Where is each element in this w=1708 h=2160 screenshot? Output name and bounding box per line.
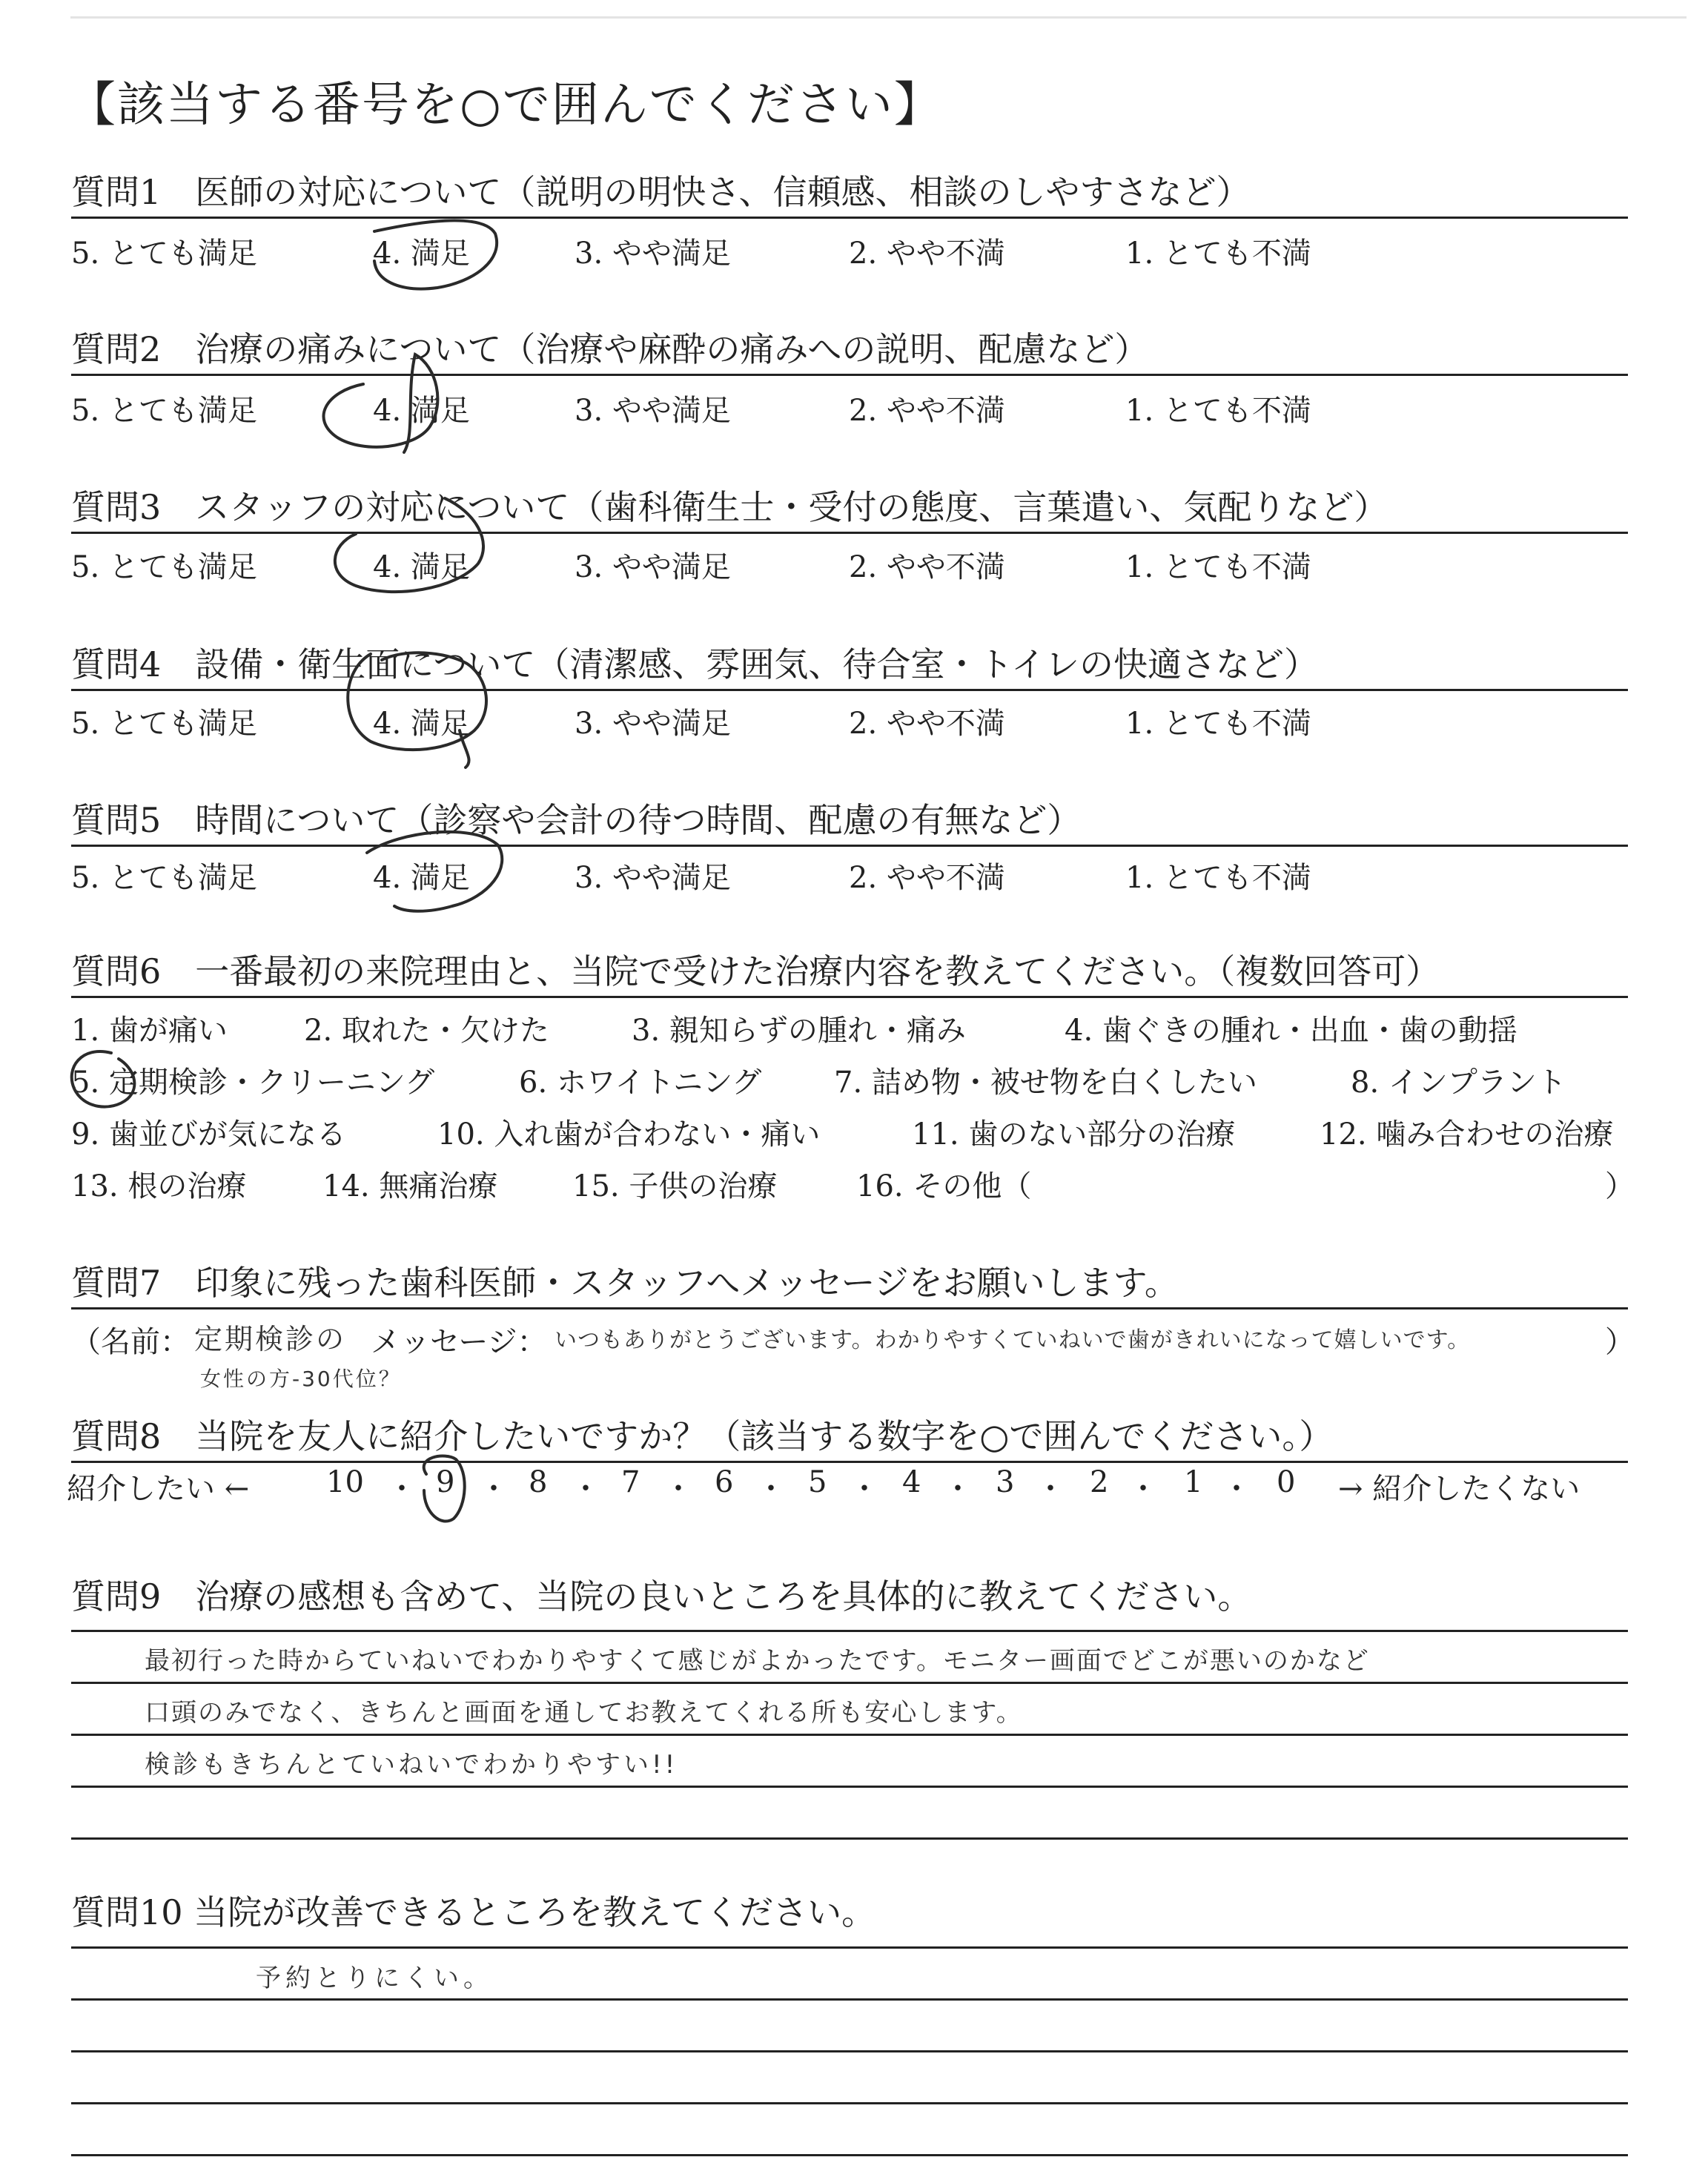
page-title: 【該当する番号を○で囲んでください】: [68, 78, 943, 133]
answer-rule: [71, 2050, 1628, 2052]
question-6-text: 質問6 一番最初の来院理由と、当院で受けた治療内容を教えてください。（複数回答可）: [71, 951, 1440, 991]
q8-separator: ・: [943, 1472, 973, 1506]
answer-rule: [71, 1837, 1628, 1840]
q8-separator: ・: [756, 1472, 786, 1506]
q5-option-2[interactable]: 2. やや不満: [849, 861, 1005, 895]
answer-rule: [71, 2102, 1628, 2104]
question-1-header: [71, 159, 1628, 219]
q6-option-13[interactable]: 13. 根の治療: [71, 1169, 247, 1203]
q8-scale-7[interactable]: 7: [621, 1465, 640, 1499]
q4-option-1[interactable]: 1. とても不満: [1125, 707, 1311, 741]
answer-rule: [71, 2154, 1628, 2156]
question-4-header: [71, 632, 1628, 691]
q6-option-15[interactable]: 15. 子供の治療: [572, 1169, 778, 1203]
answer-rule: [71, 1630, 1628, 1632]
question-5-header: [71, 787, 1628, 847]
q8-separator: ・: [1036, 1472, 1065, 1506]
q1-option-4[interactable]: 4. 満足: [373, 237, 470, 271]
q7-name-note: 女性の方-30代位？: [200, 1367, 402, 1391]
q7-message-label: メッセージ：: [371, 1325, 547, 1359]
question-5-text: 質問5 時間について（診察や会計の待つ時間、配慮の有無など）: [71, 800, 1082, 840]
question-3-header: [71, 475, 1628, 534]
q8-scale-10[interactable]: 10: [326, 1465, 364, 1499]
question-10-text: 質問10 当院が改善できるところを教えてください。: [71, 1892, 876, 1932]
question-6-rule: [71, 996, 1628, 998]
q6-option-5[interactable]: 5. 定期検診・クリーニング: [71, 1066, 435, 1100]
q6-option-4[interactable]: 4. 歯ぐきの腫れ・出血・歯の動揺: [1065, 1014, 1517, 1048]
q4-option-5[interactable]: 5. とても満足: [71, 707, 257, 741]
q5-option-4[interactable]: 4. 満足: [373, 861, 470, 895]
q6-option-16[interactable]: 16. その他（: [856, 1169, 1032, 1203]
answer-rule: [71, 1734, 1628, 1736]
q8-left-label: 紹介したい ←: [67, 1472, 250, 1506]
q9-answer-line-2[interactable]: 口頭のみでなく、きちんと画面を通してお教えてくれる所も安心します。: [145, 1698, 1023, 1728]
q6-option-9[interactable]: 9. 歯並びが気になる: [71, 1117, 346, 1152]
q8-scale-9[interactable]: 9: [436, 1465, 455, 1499]
q6-option-8[interactable]: 8. インプラント: [1351, 1066, 1566, 1100]
q6-option-6[interactable]: 6. ホワイトニング: [519, 1066, 762, 1100]
question-2-text: 質問2 治療の痛みについて（治療や麻酔の痛みへの説明、配慮など）: [71, 329, 1149, 369]
answer-rule: [71, 1998, 1628, 2001]
q5-option-1[interactable]: 1. とても不満: [1125, 861, 1311, 895]
question-9-text: 質問9 治療の感想も含めて、当院の良いところを具体的に教えてください。: [71, 1576, 1252, 1616]
q1-option-1[interactable]: 1. とても不満: [1125, 237, 1311, 271]
q7-name-handwriting[interactable]: 定期検診の: [194, 1323, 347, 1355]
q9-answer-line-3[interactable]: 検診もきちんとていねいでわかりやすい!!: [145, 1750, 678, 1780]
q3-option-1[interactable]: 1. とても不満: [1125, 550, 1311, 584]
q8-scale-2[interactable]: 2: [1090, 1465, 1109, 1499]
q6-option-7[interactable]: 7. 詰め物・被せ物を白くしたい: [834, 1066, 1257, 1100]
q8-separator: ・: [387, 1472, 417, 1506]
q8-separator: ・: [663, 1472, 693, 1506]
q8-scale-3[interactable]: 3: [996, 1465, 1015, 1499]
q8-scale-0[interactable]: 0: [1277, 1465, 1296, 1499]
q6-option-11[interactable]: 11. 歯のない部分の治療: [912, 1117, 1236, 1152]
question-2-rule: [71, 374, 1628, 376]
question-7-header: [71, 1250, 1628, 1309]
question-8-header: [71, 1404, 1628, 1463]
question-8-text: 質問8 当院を友人に紹介したいですか？（該当する数字を○で囲んでください。）: [71, 1416, 1334, 1456]
q4-option-2[interactable]: 2. やや不満: [849, 707, 1005, 741]
question-9-header: [71, 1564, 1628, 1623]
question-3-text: 質問3 スタッフの対応について（歯科衛生士・受付の態度、言葉遣い、気配りなど）: [71, 487, 1388, 527]
q6-option-12[interactable]: 12. 噛み合わせの治療: [1320, 1117, 1614, 1152]
question-2-header: [71, 317, 1628, 376]
q6-option-10[interactable]: 10. 入れ歯が合わない・痛い: [437, 1117, 821, 1152]
q2-option-1[interactable]: 1. とても不満: [1125, 394, 1311, 428]
q3-option-5[interactable]: 5. とても満足: [71, 550, 257, 584]
q1-option-3[interactable]: 3. やや満足: [575, 237, 731, 271]
q7-message-handwriting[interactable]: いつもありがとうございます。わかりやすくていねいで歯がきれいになって嬉しいです。: [555, 1327, 1471, 1353]
question-4-text: 質問4 設備・衛生面について（清潔感、雰囲気、待合室・トイレの快適さなど）: [71, 644, 1319, 684]
question-4-rule: [71, 689, 1628, 691]
q10-answer-line-1[interactable]: 予約とりにくい。: [256, 1964, 493, 1993]
page-top-rule: [70, 16, 1687, 19]
q2-option-2[interactable]: 2. やや不満: [849, 394, 1005, 428]
q3-option-4[interactable]: 4. 満足: [373, 550, 470, 584]
q8-scale-8[interactable]: 8: [529, 1465, 548, 1499]
question-5-rule: [71, 845, 1628, 847]
q5-option-5[interactable]: 5. とても満足: [71, 861, 257, 895]
q6-option-2[interactable]: 2. 取れた・欠けた: [304, 1014, 549, 1048]
q4-option-3[interactable]: 3. やや満足: [575, 707, 731, 741]
question-6-header: [71, 939, 1628, 998]
q8-right-label: → 紹介したくない: [1338, 1472, 1580, 1506]
question-8-rule: [71, 1461, 1628, 1463]
answer-rule: [71, 1786, 1628, 1788]
q6-option-1[interactable]: 1. 歯が痛い: [71, 1014, 228, 1048]
q4-option-4[interactable]: 4. 満足: [373, 707, 470, 741]
q7-close-paren: ）: [1605, 1325, 1635, 1359]
q8-scale-1[interactable]: 1: [1184, 1465, 1203, 1499]
q8-separator: ・: [571, 1472, 600, 1506]
question-7-text: 質問7 印象に残った歯科医師・スタッフへメッセージをお願いします。: [71, 1263, 1179, 1303]
q9-answer-line-1[interactable]: 最初行った時からていねいでわかりやすくて感じがよかったです。モニター画面でどこが悪いのかなど: [145, 1646, 1370, 1676]
q8-scale-6[interactable]: 6: [715, 1465, 734, 1499]
q2-option-5[interactable]: 5. とても満足: [71, 394, 257, 428]
q8-scale-4[interactable]: 4: [902, 1465, 921, 1499]
q6-option-3[interactable]: 3. 親知らずの腫れ・痛み: [632, 1014, 966, 1048]
q5-option-3[interactable]: 3. やや満足: [575, 861, 731, 895]
q3-option-2[interactable]: 2. やや不満: [849, 550, 1005, 584]
q7-name-label: （名前：: [71, 1325, 190, 1359]
q1-option-5[interactable]: 5. とても満足: [71, 237, 257, 271]
question-7-rule: [71, 1307, 1628, 1309]
question-3-rule: [71, 532, 1628, 534]
q2-option-3[interactable]: 3. やや満足: [575, 394, 731, 428]
question-1-rule: [71, 217, 1628, 219]
q2-option-4[interactable]: 4. 満足: [373, 394, 470, 428]
q8-separator: ・: [1128, 1472, 1158, 1506]
question-10-header: [71, 1880, 1628, 1939]
q8-separator: ・: [1222, 1472, 1251, 1506]
q6-option-16-close: ）: [1605, 1169, 1635, 1203]
answer-rule: [71, 1946, 1628, 1949]
q1-option-2[interactable]: 2. やや不満: [849, 237, 1005, 271]
question-1-text: 質問1 医師の対応について（説明の明快さ、信頼感、相談のしやすさなど）: [71, 172, 1251, 212]
q8-separator: ・: [850, 1472, 879, 1506]
q3-option-3[interactable]: 3. やや満足: [575, 550, 731, 584]
answer-rule: [71, 1682, 1628, 1684]
q8-scale-5[interactable]: 5: [808, 1465, 827, 1499]
q6-option-14[interactable]: 14. 無痛治療: [322, 1169, 498, 1203]
q8-separator: ・: [479, 1472, 509, 1506]
